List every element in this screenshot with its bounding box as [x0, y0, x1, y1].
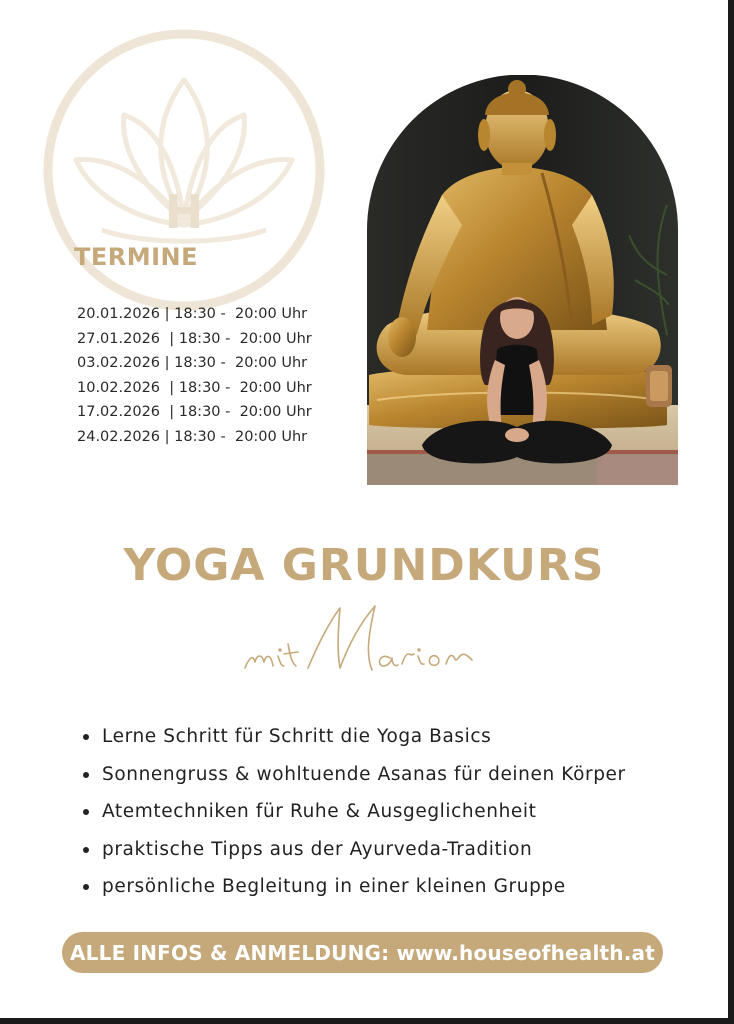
date-item: 27.01.2026 | 18:30 - 20:00 Uhr — [77, 330, 312, 347]
buddha-photo-image — [367, 75, 678, 485]
logo-letter: H — [164, 185, 204, 239]
course-title: YOGA GRUNDKURS — [123, 540, 605, 591]
list-item — [78, 831, 626, 869]
date-item: 17.02.2026 | 18:30 - 20:00 Uhr — [77, 404, 312, 420]
list-item — [78, 756, 626, 794]
date-item: 24.02.2026 | 18:30 - 20:00 Uhr — [77, 428, 308, 445]
list-item-text: Lerne Schritt für Schritt die Yoga Basics — [102, 726, 492, 747]
list-item-text: praktische Tipps aus der Ayurveda-Tradition — [102, 838, 533, 860]
date-item: 20.01.2026 | 18:30 - 20:00 Uhr — [77, 306, 308, 322]
list-item — [78, 718, 626, 756]
info-registration-banner[interactable] — [62, 932, 663, 973]
bullet-dot-icon — [83, 772, 89, 778]
list-item-text: Atemtechniken für Ruhe & Ausgeglichenheit — [102, 801, 537, 822]
dates-list — [77, 302, 312, 449]
list-item — [78, 793, 626, 831]
termine-heading: TERMINE — [74, 243, 199, 271]
bullet-dot-icon — [83, 847, 89, 853]
lotus-logo-icon — [24, 20, 344, 320]
date-item: 03.02.2026 | 18:30 - 20:00 Uhr — [77, 355, 308, 371]
bullet-dot-icon — [83, 734, 89, 740]
bullet-dot-icon — [83, 809, 89, 815]
list-item-text: Sonnengruss & wohltuende Asanas für deinen Körper — [102, 763, 626, 785]
info-registration-text: ALLE INFOS & ANMELDUNG: www.houseofhealth.at — [70, 940, 655, 965]
date-item: 10.02.2026 | 18:30 - 20:00 Uhr — [77, 379, 312, 396]
list-item-text: persönliche Begleitung in einer kleinen Gruppe — [102, 876, 566, 897]
mit-marion-script — [240, 596, 500, 686]
course-benefits-list — [78, 718, 626, 906]
list-item — [78, 868, 626, 906]
bullet-dot-icon — [83, 884, 89, 890]
